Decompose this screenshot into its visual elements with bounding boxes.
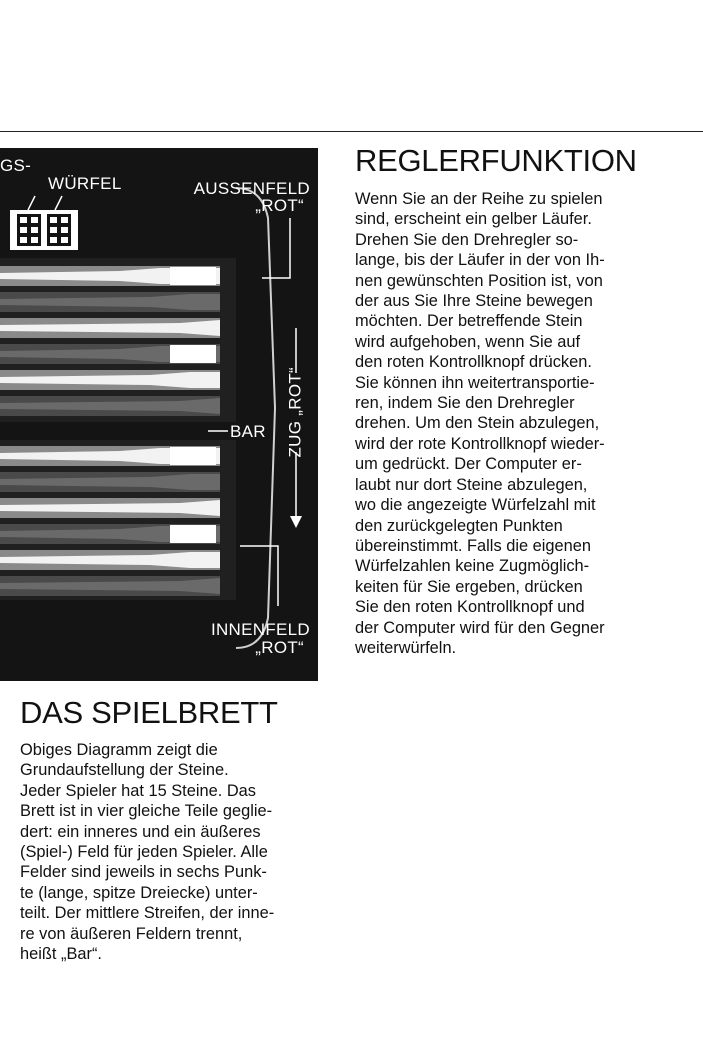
section-heading-spielbrett: DAS SPIELBRETT <box>20 695 278 730</box>
move-arrow-head-icon <box>290 516 302 528</box>
dice-pointer-line <box>28 196 35 210</box>
checker-stack <box>170 447 216 465</box>
checker-stack <box>170 525 216 543</box>
section-body-spielbrett: Obiges Diagramm zeigt die Grundaufstellung der Steine. Jeder Spieler hat 15 Steine. Das Brett ist in vier gleiche Teile geglie- dert: ein inneres und ein äußeres (Spiel-) Feld für jeden Spieler. Alle Felder sind jeweils in sechs Punk- te (lange, spitze Dreiecke) unter- teilt. Der mittlere Streifen, der inne- re von äußeren Feldern trennt, heißt „Bar“. <box>20 741 275 964</box>
inner-field-bracket <box>240 546 278 606</box>
inner-field-label: INNENFELD <box>210 620 310 639</box>
outer-field-label: AUSSENFELD <box>193 179 310 198</box>
outer-field-bracket <box>262 218 290 278</box>
inner-field-label-color: „ROT“ <box>255 638 304 657</box>
move-direction-label: ZUG „ROT“ <box>285 366 305 458</box>
dice-label: WÜRFEL <box>48 174 122 193</box>
board-graphic <box>0 148 318 681</box>
backgammon-board-diagram <box>0 148 318 681</box>
dice-icon <box>10 210 78 250</box>
section-body-reglerfunktion: Wenn Sie an der Reihe zu spielen sind, erscheint ein gelber Läufer. Drehen Sie den Drehregler so- lange, bis der Läufer in der von Ih- nen gewünschten Position ist, von der aus Sie Ihre Steine bewegen möchten. Der betreffende Stein wird aufgehoben, wenn Sie auf den roten Kontrollknopf drücken. Sie können ihn weitertransportie- ren, indem Sie den Drehregler drehen. Um den Stein abzulegen, wird der rote Kontrollknopf wieder- um gedrückt. Der Computer er- laubt nur dort Steine abzulegen, wo die angezeigte Würfelzahl mit den zurückgelegten Punkten übereinstimmt. Falls die eigenen Würfelzahlen keine Zugmöglich- keiten für Sie ergeben, drücken Sie den roten Kontrollknopf und der Computer wird für den Gegner weiterwürfeln. <box>355 190 605 657</box>
section-heading-reglerfunktion: REGLERFUNKTION <box>355 143 637 178</box>
board-label-fragment: GS- <box>0 156 32 175</box>
screen-frame <box>236 188 275 648</box>
bar-label: BAR <box>230 422 266 441</box>
dice-pointer-line <box>55 196 62 210</box>
checker-stack <box>170 345 216 363</box>
outer-field-label-color: „ROT“ <box>255 196 304 215</box>
checker-stack <box>170 267 216 285</box>
bar-strip <box>0 422 236 440</box>
top-rule <box>0 131 703 132</box>
